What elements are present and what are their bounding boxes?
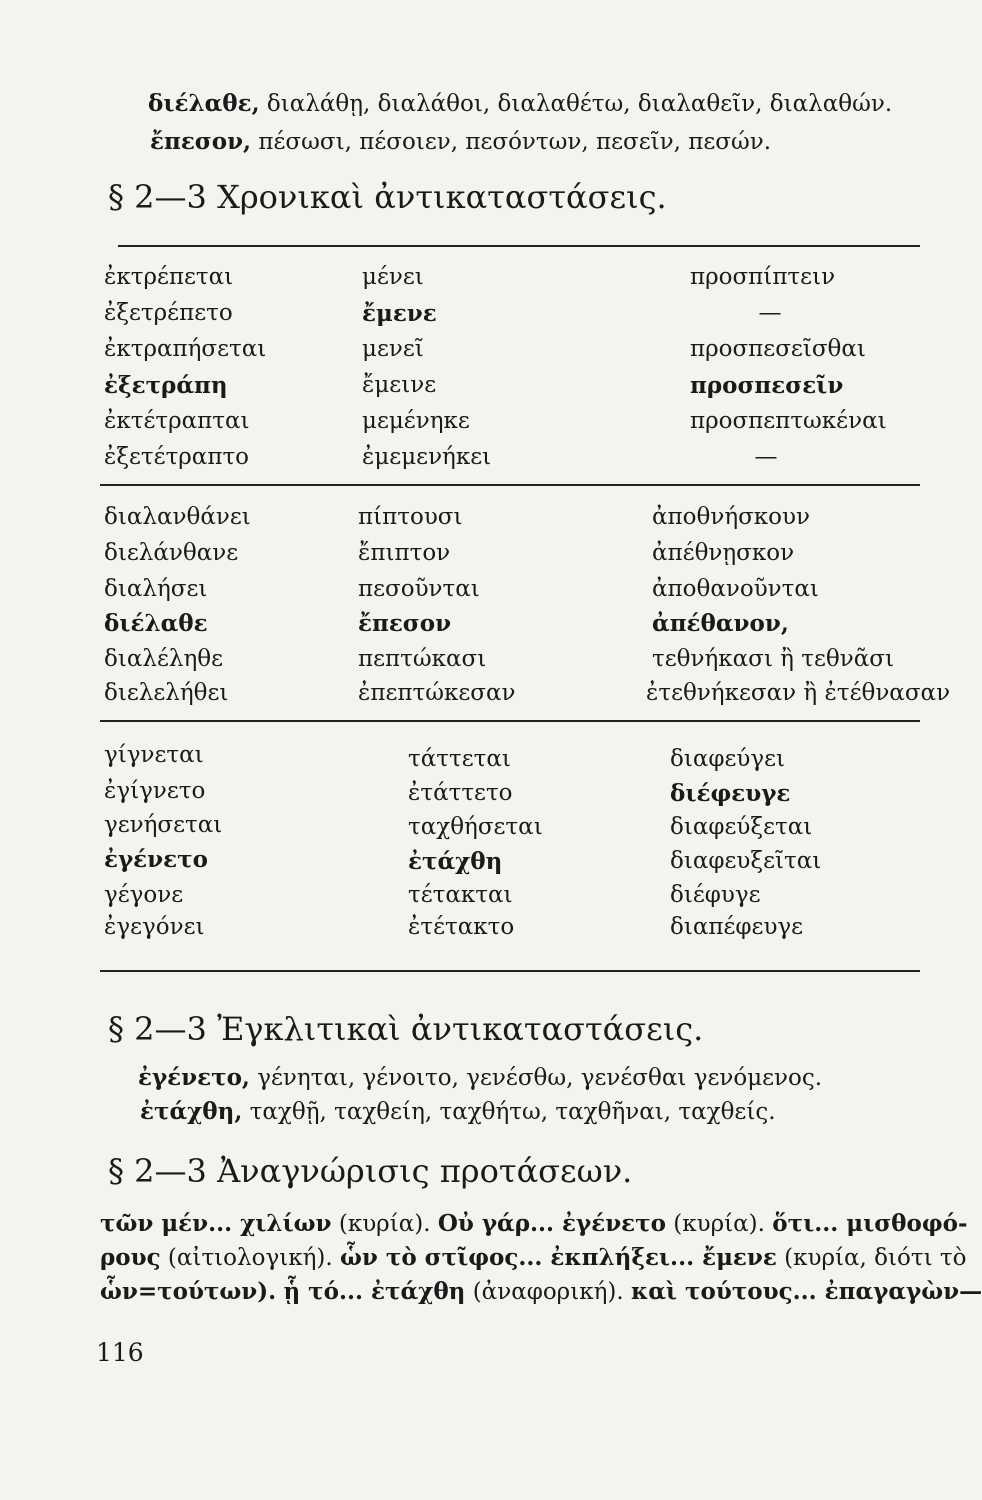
intro-line-1	[148, 90, 892, 117]
table-cell: διέφευγε	[670, 780, 791, 807]
table-cell: ἐκτέτραπται	[104, 408, 250, 434]
table-cell: ἐξετέτραπτο	[104, 444, 250, 470]
table-cell: ἔπιπτον	[358, 540, 451, 566]
table-cell: ἐτάττετο	[408, 780, 513, 806]
table-cell: τάττεται	[408, 746, 511, 772]
table-cell: διαφεύξεται	[670, 814, 813, 840]
table-cell: μένει	[362, 264, 424, 290]
table-cell: μεμένηκε	[362, 408, 470, 434]
table-cell: μενεῖ	[362, 336, 424, 362]
plain-phrase: (κυρία, διότι τὸ	[776, 1245, 967, 1271]
table-cell: ἐτεθνήκεσαν ἢ ἐτέθνασαν	[646, 680, 951, 706]
table-cell: πεπτώκασι	[358, 646, 487, 672]
intro-line-2-text: πέσωσι, πέσοιεν, πεσόντων, πεσεῖν, πεσών.	[251, 129, 772, 155]
table-cell: διελάνθανε	[104, 540, 239, 566]
table-cell: διαλέληθε	[104, 646, 224, 672]
intro-line-1-text: διαλάθῃ, διαλάθοι, διαλαθέτω, διαλαθεῖν, διαλαθών.	[259, 91, 893, 117]
section2-line-1-bold: ἐγένετο,	[138, 1064, 250, 1091]
section2-line-2-text: ταχθῇ, ταχθείη, ταχθήτω, ταχθῆναι, ταχθείς.	[242, 1099, 776, 1125]
table-cell: ἔπεσον	[358, 610, 452, 637]
table-cell: ἐτέτακτο	[408, 914, 515, 940]
bold-phrase: τῶν μέν... χιλίων	[100, 1210, 332, 1237]
section-heading-chronikai: § 2—3 Χρονικαὶ ἀντικαταστάσεις.	[108, 178, 667, 216]
table-cell: ἐγεγόνει	[104, 914, 205, 940]
section2-line-2-bold: ἐτάχθη,	[140, 1098, 243, 1125]
bold-phrase: ρους	[100, 1244, 161, 1271]
table-cell: ἐκτραπήσεται	[104, 336, 267, 362]
table-cell: προσπίπτειν	[690, 264, 836, 290]
table-cell: προσπεσεῖσθαι	[690, 336, 866, 362]
intro-line-1-bold: διέλαθε,	[148, 90, 260, 117]
table-cell: ἐγίγνετο	[104, 778, 206, 804]
table-cell: ἔμεινε	[362, 372, 437, 398]
intro-line-2	[150, 128, 771, 155]
table-cell: ἐξετρέπετο	[104, 300, 233, 326]
table-rule-1	[100, 484, 920, 486]
bold-phrase: ὅτι... μισθοφό-	[772, 1210, 968, 1237]
table-cell: προσπεσεῖν	[690, 372, 844, 399]
section3-paragraph-line-1	[100, 1210, 968, 1237]
table-cell: ἐκτρέπεται	[104, 264, 234, 290]
table-cell: πίπτουσι	[358, 504, 463, 530]
plain-phrase: (ἀναφορική).	[465, 1279, 631, 1305]
section-heading-anagnorisis: § 2—3 Ἀναγνώρισις προτάσεων.	[108, 1152, 633, 1190]
table-cell: ἐτάχθη	[408, 848, 503, 875]
table-cell: γέγονε	[104, 882, 184, 908]
section2-line-1	[138, 1064, 822, 1091]
table-cell-dash: —	[758, 300, 782, 326]
table-cell: διαπέφευγε	[670, 914, 804, 940]
table-cell: διαφεύγει	[670, 746, 786, 772]
section2-line-2	[140, 1098, 776, 1125]
table-cell: τέτακται	[408, 882, 513, 908]
bold-phrase: ᾗ τό... ἐτάχθη	[283, 1278, 466, 1305]
plain-phrase: (κυρία).	[665, 1211, 773, 1237]
table-rule-top	[118, 245, 920, 247]
plain-phrase: (κυρία).	[331, 1211, 438, 1237]
section-heading-enklitikai: § 2—3 Ἐγκλιτικαὶ ἀντικαταστάσεις.	[108, 1010, 704, 1048]
bold-phrase: καὶ τούτους... ἐπαγαγὼν—	[630, 1278, 982, 1305]
section2-line-1-text: γένηται, γένοιτο, γενέσθω, γενέσθαι γενόμενος.	[249, 1065, 823, 1091]
table-cell: ταχθήσεται	[408, 814, 543, 840]
table-cell: προσπεπτωκέναι	[690, 408, 887, 434]
table-cell: διέλαθε	[104, 610, 208, 637]
bold-phrase: ὧν τὸ στῖφος... ἐκπλήξει... ἔμενε	[339, 1244, 777, 1271]
table-cell: ἐμεμενήκει	[362, 444, 492, 470]
table-cell: ἔμενε	[362, 300, 437, 327]
intro-line-2-bold: ἔπεσον,	[150, 128, 252, 155]
plain-phrase: (αἰτιολογική).	[160, 1245, 340, 1271]
table-cell: ἐγένετο	[104, 846, 208, 873]
table-cell: διελελήθει	[104, 680, 229, 706]
table-cell: γενήσεται	[104, 812, 223, 838]
bold-phrase: ὧν=τούτων).	[100, 1278, 277, 1305]
table-cell: πεσοῦνται	[358, 576, 480, 602]
table-cell: ἀπέθνῃσκον	[652, 540, 795, 566]
section3-paragraph-line-3	[100, 1278, 982, 1305]
table-cell: διαλήσει	[104, 576, 208, 602]
table-rule-2	[100, 720, 920, 722]
table-cell: ἀποθανοῦνται	[652, 576, 819, 602]
table-cell: διαφευξεῖται	[670, 848, 822, 874]
table-cell: ἐπεπτώκεσαν	[358, 680, 516, 706]
page-number: 116	[96, 1338, 144, 1367]
table-cell: ἐξετράπη	[104, 372, 228, 399]
bold-phrase: Οὐ γάρ... ἐγένετο	[437, 1210, 666, 1237]
table-cell: τεθνήκασι ἢ τεθνᾶσι	[652, 646, 894, 672]
table-cell: ἀπέθανον,	[652, 610, 789, 637]
table-rule-bottom	[100, 970, 920, 972]
table-cell-dash: —	[754, 444, 778, 470]
table-cell: διέφυγε	[670, 882, 761, 908]
table-cell: διαλανθάνει	[104, 504, 251, 530]
section3-paragraph-line-2	[100, 1244, 967, 1271]
table-cell: ἀποθνήσκουν	[652, 504, 810, 530]
table-cell: γίγνεται	[104, 742, 204, 768]
